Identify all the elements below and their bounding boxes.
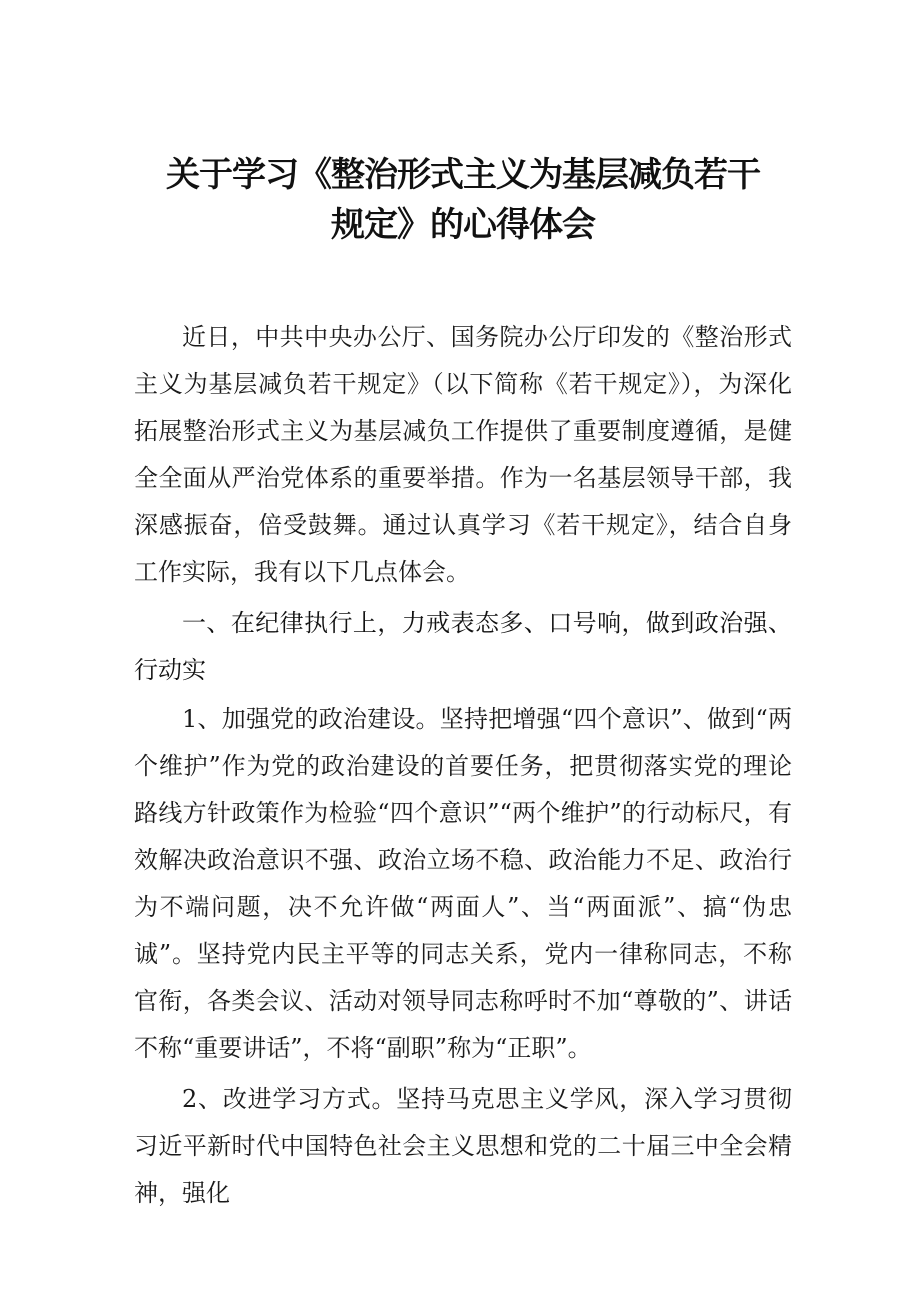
- title-line-1: 关于学习《整治形式主义为基层减负若干: [166, 155, 760, 195]
- section-1-heading: 一、在纪律执行上，力戒表态多、口号响，做到政治强、行动实: [134, 609, 792, 684]
- item-2-paragraph: 2、改进学习方式。坚持马克思主义学风，深入学习贯彻习近平新时代中国特色社会主义思想和党的二十届三中全会精神，强化: [134, 1085, 792, 1207]
- document-title: [134, 150, 792, 250]
- title-line-2: 规定》的心得体会: [331, 205, 595, 245]
- item-1-paragraph: 1、加强党的政治建设。坚持把增强“四个意识”、做到“两个维护”作为党的政治建设的首要任务，把贯彻落实党的理论路线方针政策作为检验“四个意识”“两个维护”的行动标尺，有效解决政治意识不强、政治立场不稳、政治能力不足、政治行为不端问题，决不允许做“两面人”、当“两面派”、搞“伪忠诚”。坚持党内民主平等的同志关系，党内一律称同志，不称官衔，各类会议、活动对领导同志称呼时不加“尊敬的”、讲话不称“重要讲话”，不将“副职”称为“正职”。: [134, 705, 792, 1062]
- intro-paragraph: 近日，中共中央办公厅、国务院办公厅印发的《整治形式主义为基层减负若干规定》（以下简称《若干规定》），为深化拓展整治形式主义为基层减负工作提供了重要制度遵循，是健全全面从严治党体系的重要举措。作为一名基层领导干部，我深感振奋，倍受鼓舞。通过认真学习《若干规定》，结合自身工作实际，我有以下几点体会。: [134, 323, 792, 586]
